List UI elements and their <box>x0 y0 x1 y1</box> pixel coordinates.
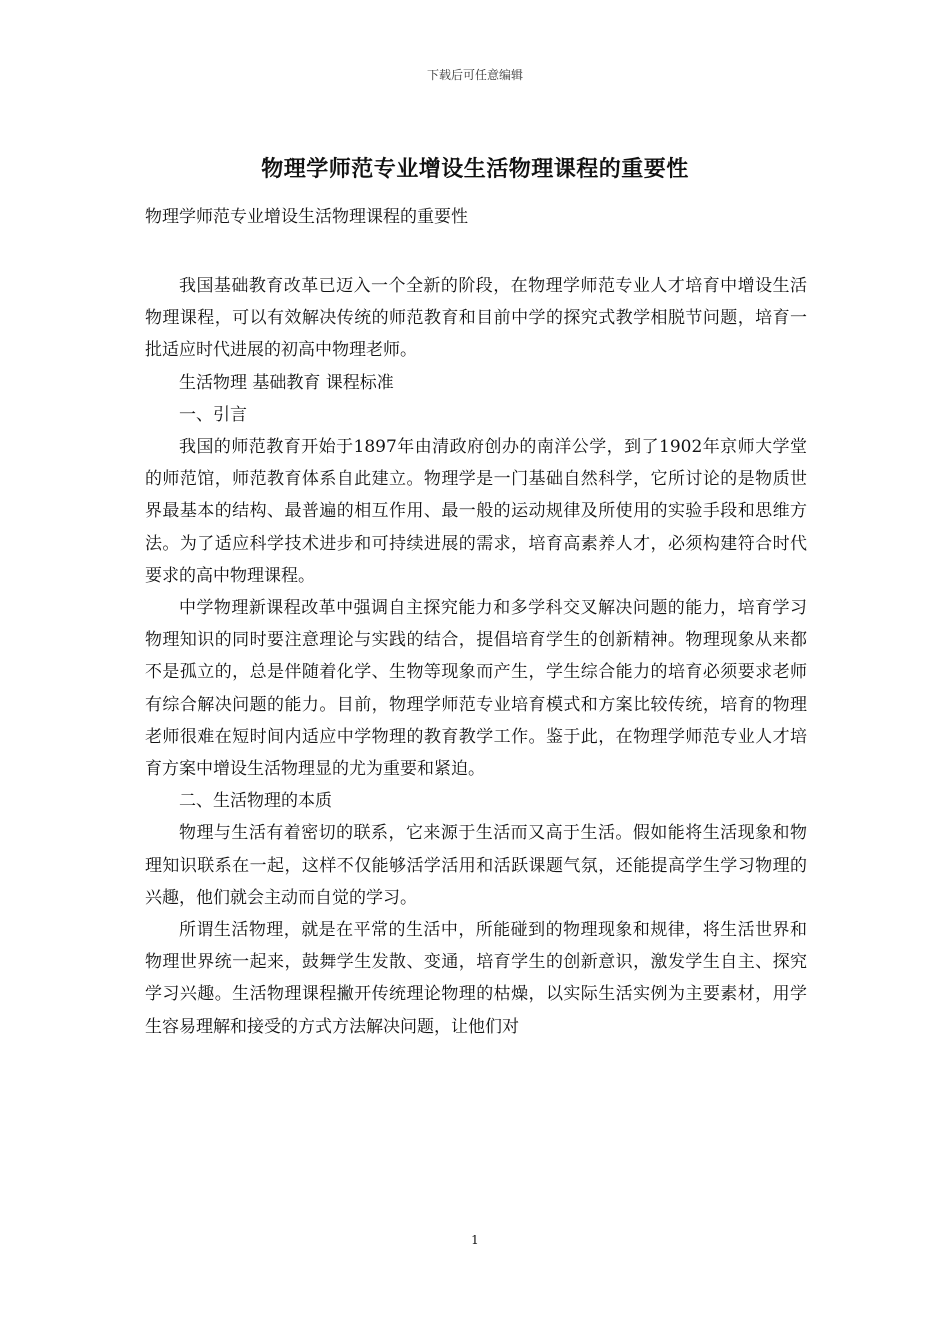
section-heading-essence: 二、生活物理的本质 <box>179 791 332 812</box>
body-paragraph: 所谓生活物理，就是在平常的生活中，所能碰到的物理现象和规律，将生活世界和物理世界统一起来，鼓舞学生发散、变通，培育学生的创新意识，激发学生自主、探究学习兴趣。生活物理课程撇开传统理论物理的枯燥，以实际生活实例为主要素材，用学生容易理解和接受的方式方法解决问题，让他们对 <box>145 920 807 1037</box>
page-number: 1 <box>471 1233 479 1247</box>
page-header-note: 下载后可任意编辑 <box>426 68 523 82</box>
body-paragraph: 物理与生活有着密切的联系，它来源于生活而又高于生活。假如能将生活现象和物理知识联系在一起，这样不仅能够活学活用和活跃课题气氛，还能提高学生学习物理的兴趣，他们就会主动而自觉的学习。 <box>145 823 807 908</box>
section-heading-introduction: 一、引言 <box>179 404 247 425</box>
document-title: 物理学师范专业增设生活物理课程的重要性 <box>261 156 689 182</box>
body-paragraph: 中学物理新课程改革中强调自主探究能力和多学科交叉解决问题的能力，培育学习物理知识的同时要注意理论与实践的结合，提倡培育学生的创新精神。物理现象从来都不是孤立的，总是伴随着化学、生物等现象而产生，学生综合能力的培育必须要求老师有综合解决问题的能力。目前，物理学师范专业培育模式和方案比较传统，培育的物理老师很难在短时间内适应中学物理的教育教学工作。鉴于此，在物理学师范专业人才培育方案中增设生活物理显的尤为重要和紧迫。 <box>145 598 807 780</box>
document-subtitle: 物理学师范专业增设生活物理课程的重要性 <box>145 207 468 227</box>
document-body <box>145 270 807 1043</box>
keywords-line: 生活物理 基础教育 课程标准 <box>179 372 394 393</box>
abstract-paragraph: 我国基础教育改革已迈入一个全新的阶段，在物理学师范专业人才培育中增设生活物理课程，可以有效解决传统的师范教育和目前中学的探究式教学相脱节问题，培育一批适应时代进展的初高中物理老师。 <box>145 276 807 361</box>
body-paragraph: 我国的师范教育开始于1897年由清政府创办的南洋公学，到了1902年京师大学堂的师范馆，师范教育体系自此建立。物理学是一门基础自然科学，它所讨论的是物质世界最基本的结构、最普遍的相互作用、最一般的运动规律及所使用的实验手段和思维方法。为了适应科学技术进步和可持续进展的需求，培育高素养人才，必须构建符合时代要求的高中物理课程。 <box>145 437 807 586</box>
